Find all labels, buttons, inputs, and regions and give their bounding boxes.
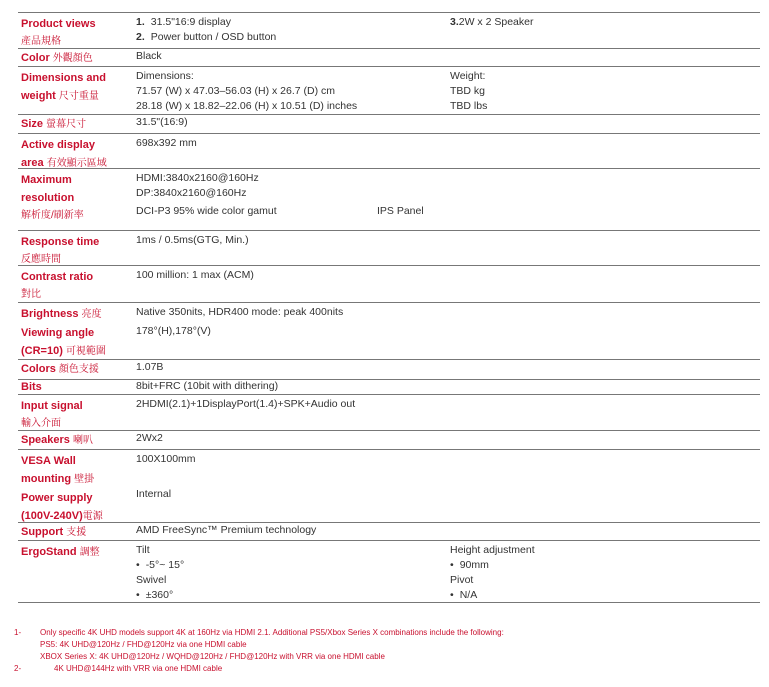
label-color bbox=[21, 49, 93, 68]
row-response-time bbox=[18, 231, 760, 266]
label-en: Contrast ratio bbox=[21, 271, 94, 283]
value-speakers: 2Wx2 bbox=[136, 432, 163, 444]
label-en: Input signal bbox=[21, 400, 83, 412]
label-en-2: weight bbox=[21, 90, 56, 102]
row-ergostand bbox=[18, 541, 760, 603]
weight-title: Weight: bbox=[450, 70, 486, 82]
label-zh: 顏色支援 bbox=[58, 364, 99, 375]
label-viewing-cr: (CR=10) bbox=[21, 345, 63, 357]
row-input-signal bbox=[18, 395, 760, 431]
label-en: Support bbox=[21, 526, 64, 538]
row-speakers bbox=[18, 431, 760, 450]
label-active-area bbox=[21, 136, 107, 173]
row-contrast bbox=[18, 266, 760, 303]
swivel-value: • ±360° bbox=[136, 588, 184, 603]
footnote-text: PS5: 4K UHD@120Hz / FHD@120Hz via one HDMI cable bbox=[40, 640, 247, 649]
label-brightness bbox=[21, 305, 106, 361]
pivot-value: • N/A bbox=[450, 588, 535, 603]
label-en: Maximum bbox=[21, 174, 72, 186]
label-max-resolution bbox=[21, 171, 84, 225]
value-ergostand-left bbox=[136, 543, 184, 603]
label-vesa-2: mounting bbox=[21, 473, 72, 485]
label-zh: 螢幕尺寸 bbox=[46, 119, 87, 130]
label-en: Color bbox=[21, 52, 50, 64]
label-en-2: resolution bbox=[21, 192, 75, 204]
tilt-value: • -5°~ 15° bbox=[136, 558, 184, 573]
label-bits: Bits bbox=[21, 381, 42, 393]
tilt-title: Tilt bbox=[136, 544, 150, 556]
label-en: Response time bbox=[21, 236, 100, 248]
footnote-text: 4K UHD@144Hz with VRR via one HDMI cable bbox=[54, 664, 223, 673]
row-dimensions bbox=[18, 67, 760, 115]
row-bits bbox=[18, 380, 760, 395]
label-size bbox=[21, 115, 86, 134]
item-number: 3. bbox=[450, 16, 459, 28]
label-zh: 有效顯示區域 bbox=[46, 158, 107, 169]
row-max-resolution bbox=[18, 169, 760, 231]
value-dimensions bbox=[136, 69, 357, 114]
item-number: 2. bbox=[136, 31, 145, 43]
label-zh: 壁掛 bbox=[74, 474, 95, 485]
value-size: 31.5"(16:9) bbox=[136, 116, 188, 128]
footnote-text: Only specific 4K UHD models support 4K at 160Hz via HDMI 2.1. Additional PS5/Xbox Series X combinations include the following: bbox=[40, 628, 504, 637]
swivel-title: Swivel bbox=[136, 574, 167, 586]
height-title: Height adjustment bbox=[450, 544, 535, 556]
label-speakers bbox=[21, 431, 93, 450]
label-zh: 電源 bbox=[82, 511, 103, 522]
item-text: 2W x 2 Speaker bbox=[458, 16, 534, 28]
product-view-item bbox=[136, 30, 276, 45]
row-color bbox=[18, 49, 760, 67]
label-vesa-power bbox=[21, 452, 103, 526]
item-text: Power button / OSD button bbox=[150, 31, 277, 43]
label-zh: 產品規格 bbox=[21, 36, 61, 47]
label-en: Active display bbox=[21, 139, 95, 151]
row-support bbox=[18, 523, 760, 541]
label-en: Speakers bbox=[21, 434, 70, 446]
item-number: 1. bbox=[136, 16, 145, 28]
dim-cm: 71.57 (W) x 47.03–56.03 (H) x 26.7 (D) cm bbox=[136, 85, 335, 97]
label-en: Product views bbox=[21, 18, 96, 30]
weight-lbs: TBD lbs bbox=[450, 100, 488, 112]
value-color: Black bbox=[136, 50, 162, 62]
value-input-signal: 2HDMI(2.1)+1DisplayPort(1.4)+SPK+Audio out bbox=[136, 398, 356, 410]
value-active-area: 698x392 mm bbox=[136, 137, 197, 149]
dim-title: Dimensions: bbox=[136, 70, 194, 82]
value-ergostand-right bbox=[450, 543, 535, 603]
label-product-views bbox=[21, 15, 96, 51]
row-active-area bbox=[18, 134, 760, 169]
value-power: Internal bbox=[136, 488, 172, 500]
label-dimensions bbox=[21, 69, 106, 106]
label-zh: 反應時間 bbox=[21, 254, 61, 265]
resolution-hdmi: HDMI:3840x2160@160Hz bbox=[136, 172, 259, 184]
footnote-text: XBOX Series X: 4K UHD@120Hz / WQHD@120Hz / FHD@120Hz with VRR via one HDMI cable bbox=[40, 652, 385, 661]
value-contrast: 100 million: 1 max (ACM) bbox=[136, 269, 254, 281]
weight-kg: TBD kg bbox=[450, 85, 486, 97]
panel-type: IPS Panel bbox=[377, 205, 424, 217]
resolution-dp: DP:3840x2160@160Hz bbox=[136, 187, 247, 199]
label-zh: 可視範圍 bbox=[65, 346, 106, 357]
label-zh: 尺寸重量 bbox=[58, 91, 99, 102]
product-views-list bbox=[136, 15, 276, 45]
footnote-number: 2- bbox=[14, 664, 22, 673]
label-ergostand bbox=[21, 543, 100, 562]
label-zh: 解析度/刷新率 bbox=[21, 210, 84, 221]
value-vesa: 100X100mm bbox=[136, 453, 196, 465]
row-size bbox=[18, 115, 760, 134]
value-max-resolution bbox=[136, 171, 277, 219]
label-en: Brightness bbox=[21, 308, 79, 320]
value-brightness-viewing bbox=[136, 305, 343, 339]
label-zh: 喇叭 bbox=[73, 435, 93, 446]
color-gamut: DCI-P3 95% wide color gamut bbox=[136, 205, 277, 217]
value-viewing-angle: 178°(H),178°(V) bbox=[136, 325, 211, 337]
value-response-time: 1ms / 0.5ms(GTG, Min.) bbox=[136, 234, 249, 246]
row-product-views bbox=[18, 13, 760, 49]
label-viewing-angle: Viewing angle bbox=[21, 327, 95, 339]
product-view-item bbox=[136, 15, 276, 30]
label-en: Size bbox=[21, 118, 44, 130]
pivot-title: Pivot bbox=[450, 574, 474, 586]
label-contrast bbox=[21, 268, 93, 304]
value-colors: 1.07B bbox=[136, 361, 164, 373]
dim-inches: 28.18 (W) x 18.82–22.06 (H) x 10.51 (D) inches bbox=[136, 100, 358, 112]
spec-table bbox=[18, 12, 760, 603]
label-response-time bbox=[21, 233, 99, 269]
label-power-2: (100V-240V) bbox=[21, 510, 83, 522]
label-input-signal bbox=[21, 397, 83, 433]
item-text: 31.5"16:9 display bbox=[150, 16, 231, 28]
label-zh: 輸入介面 bbox=[21, 418, 61, 429]
footnote-number: 1- bbox=[14, 628, 22, 637]
height-value: • 90mm bbox=[450, 558, 535, 573]
value-bits: 8bit+FRC (10bit with dithering) bbox=[136, 380, 279, 392]
label-zh: 外觀顏色 bbox=[52, 53, 93, 64]
label-zh: 對比 bbox=[21, 289, 41, 300]
label-support bbox=[21, 523, 86, 542]
label-zh: 支援 bbox=[66, 527, 87, 538]
label-colors bbox=[21, 360, 99, 379]
label-power: Power supply bbox=[21, 492, 93, 504]
label-en: ErgoStand bbox=[21, 546, 77, 558]
row-vesa-power bbox=[18, 450, 760, 523]
value-weight bbox=[450, 69, 487, 114]
row-brightness-viewing bbox=[18, 303, 760, 360]
value-support: AMD FreeSync™ Premium technology bbox=[136, 524, 317, 536]
label-zh: 調整 bbox=[79, 547, 100, 558]
label-zh: 亮度 bbox=[81, 309, 102, 320]
value-brightness: Native 350nits, HDR400 mode: peak 400nits bbox=[136, 306, 344, 318]
label-en: Colors bbox=[21, 363, 56, 375]
product-view-item bbox=[450, 15, 533, 30]
label-en-2: area bbox=[21, 157, 44, 169]
label-en: Dimensions and bbox=[21, 72, 106, 84]
label-vesa: VESA Wall bbox=[21, 455, 76, 467]
row-colors bbox=[18, 360, 760, 380]
